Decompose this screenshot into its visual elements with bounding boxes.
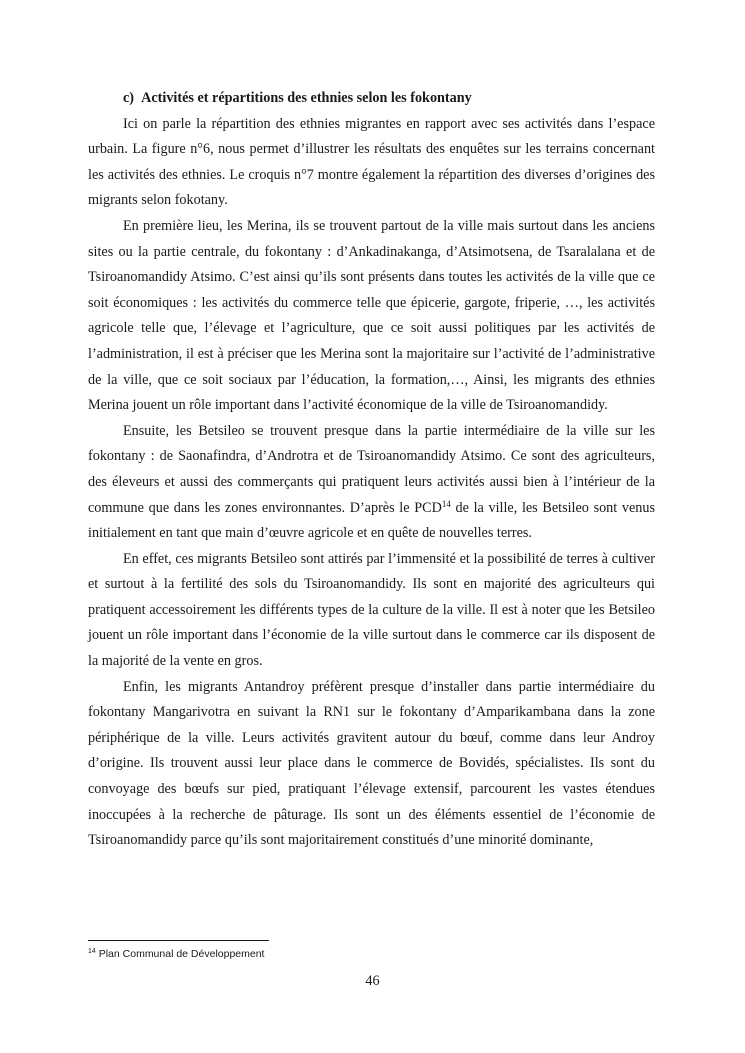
paragraph-text: En effet, ces migrants Betsileo sont attirés par l’immensité et la possibilité de terres à cultiver et surtout à la fertilité des sols du Tsiroanomandidy. Ils sont en majorité des agriculteurs qui pratiquent accessoirement les différents types de la culture de la ville. Il est à noter que les Betsileo jouent un rôle important dans l’économie de la ville surtout dans le commerce car ils disposent de la majorité de la vente en gros. bbox=[88, 550, 655, 670]
paragraph-antandroy bbox=[88, 675, 655, 854]
section-heading: c) Activités et répartitions des ethnies selon les fokontany bbox=[123, 90, 472, 106]
footnote-separator bbox=[88, 940, 269, 941]
footnote-reference[interactable]: 14 bbox=[441, 498, 451, 509]
page-number: 46 bbox=[365, 973, 380, 989]
paragraph-betsileo bbox=[88, 419, 655, 547]
paragraph-text: En première lieu, les Merina, ils se trouvent partout de la ville mais surtout dans les anciens sites ou la partie centrale, du fokontany : d’Ankadinakanga, d’Atsimotsena, de Tsaralalana et de Tsiroanomandidy Atsimo. C’est ainsi qu’ils sont présents dans toutes les activités de la ville que ce soit économiques : les activités du commerce telle que épicerie, gargote, friperie, …, les activités agricole telle que, l’élevage et l’agriculture, que ce soit aussi politiques par les activités de l’administration, il est à préciser que les Merina sont la majoritaire sur l’activité de l’administrative de la ville, que ce soit sociaux par l’éducation, la formation,…, Ainsi, les migrants des ethnies Merina jouent un rôle important dans l’activité économique de la ville de Tsiroanomandidy. bbox=[88, 217, 655, 414]
paragraph-merina bbox=[88, 214, 655, 419]
paragraph-text: Enfin, les migrants Antandroy préfèrent presque d’installer dans partie intermédiaire du fokontany Mangarivotra en suivant la RN1 sur le fokontany d’Amparikambana dans la zone périphérique de la ville. Leurs activités gravitent autour du bœuf, comme dans leur Androy d’origine. Ils trouvent aussi leur place dans le commerce de Bovidés, spécialistes. Ils sont du convoyage des bœufs sur pied, pratiquant l’élevage extensif, parcourent les vastes étendues inoccupées à la recherche de pâturage. Ils sont un des éléments essentiel de l’économie de Tsiroanomandidy parce qu’ils sont majoritairement constitués d’une minorité dominante, bbox=[88, 678, 655, 849]
footnote-text: Plan Communal de Développement bbox=[95, 948, 265, 960]
paragraph-betsileo-effet bbox=[88, 547, 655, 675]
paragraph-text: Ensuite, les Betsileo se trouvent presque dans la partie intermédiaire de la ville sur les fokontany : de Saonafindra, d’Androtra et de Tsiroanomandidy Atsimo. Ce sont des agriculteurs, des éleveurs et aussi des commerçants qui pratiquent leurs activités aussi bien à l’intérieur de la commune que dans les zones environnantes. D’après le PCD bbox=[88, 422, 655, 516]
footnote bbox=[88, 948, 264, 960]
paragraph-intro bbox=[88, 112, 655, 214]
paragraph-text: Ici on parle la répartition des ethnies migrantes en rapport avec ses activités dans l’espace urbain. La figure n°6, nous permet d’illustrer les résultats des enquêtes sur les terrains concernant les activités des ethnies. Le croquis n°7 montre également la répartition des diverses d’origines des migrants selon fokotany. bbox=[88, 115, 655, 209]
body-text bbox=[88, 86, 655, 854]
footnote-number: 14 bbox=[88, 948, 96, 955]
paragraph-text: de la ville, les Betsileo sont venus initialement en tant que main d’œuvre agricole et en quête de nouvelles terres. bbox=[88, 499, 655, 542]
